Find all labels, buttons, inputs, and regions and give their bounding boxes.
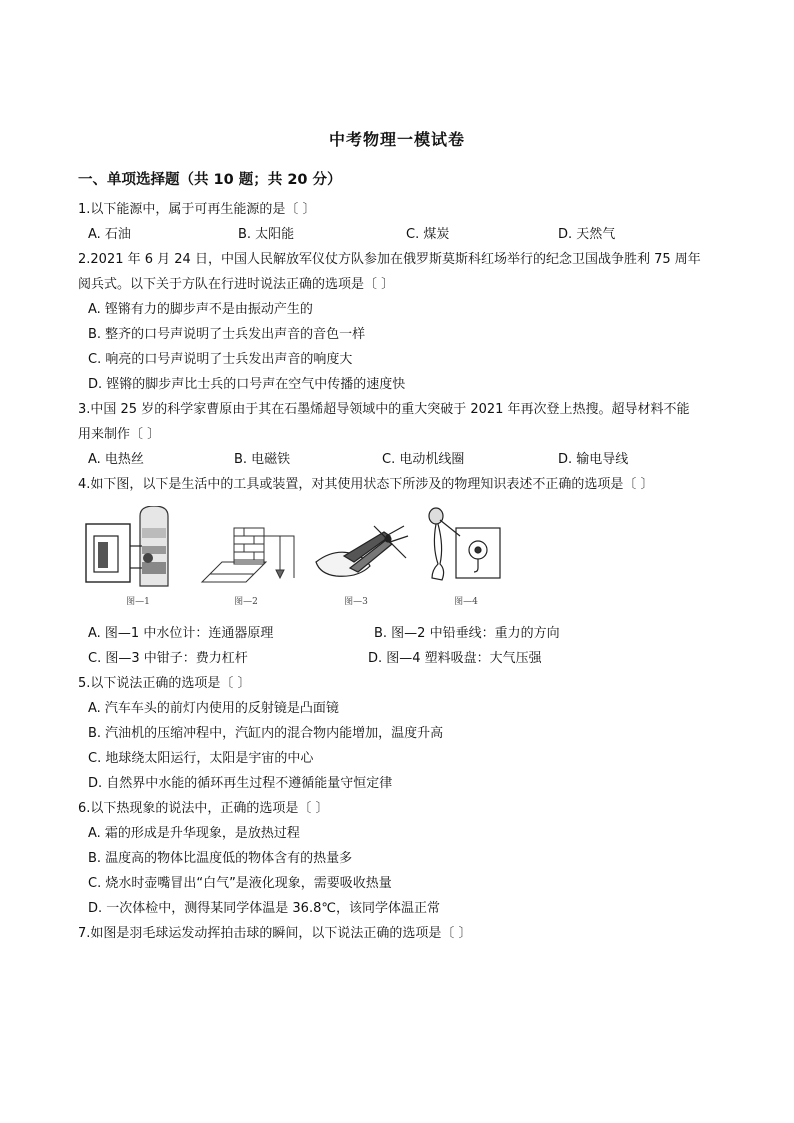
question-2-option-d: D. 铿锵的脚步声比士兵的口号声在空气中传播的速度快	[88, 377, 406, 392]
pliers-drawing	[314, 506, 414, 592]
section-heading: 一、单项选择题（共 10 题；共 20 分）	[78, 172, 342, 188]
plumb-line-drawing	[196, 506, 296, 592]
question-3-option-a: A. 电热丝	[88, 452, 144, 467]
question-6-option-b: B. 温度高的物体比温度低的物体含有的热量多	[88, 851, 353, 866]
question-6-option-a: A. 霜的形成是升华现象，是放热过程	[88, 826, 300, 841]
question-2-stem-line-2: 阅兵式。以下关于方队在行进时说法正确的选项是〔 〕	[78, 277, 395, 292]
question-3-option-c: C. 电动机线圈	[382, 452, 465, 467]
question-3-option-b: B. 电磁铁	[234, 452, 291, 467]
question-5-option-a: A. 汽车车头的前灯内使用的反射镜是凸面镜	[88, 701, 339, 716]
question-5-option-c: C. 地球绕太阳运行，太阳是宇宙的中心	[88, 751, 314, 766]
suction-cup-drawing	[426, 506, 506, 592]
question-5-stem: 5.以下说法正确的选项是〔 〕	[78, 676, 251, 691]
question-4-option-b: B. 图—2 中铅垂线：重力的方向	[374, 626, 560, 641]
question-1-option-a: A. 石油	[88, 227, 131, 242]
page-title: 中考物理一模试卷	[328, 130, 465, 149]
figure-1-caption: 图—1	[126, 597, 150, 607]
question-4-option-c: C. 图—3 中钳子：费力杠杆	[88, 651, 248, 666]
question-1-option-c: C. 煤炭	[406, 227, 450, 242]
question-3-stem-line-2: 用来制作〔 〕	[78, 427, 161, 442]
question-6-option-d: D. 一次体检中，测得某同学体温是 36.8℃，该同学体温正常	[88, 901, 440, 916]
figure-3-caption: 图—3	[344, 597, 368, 607]
question-3-option-d: D. 输电导线	[558, 452, 629, 467]
question-1-option-d: D. 天然气	[558, 227, 616, 242]
question-4-stem: 4.如下图，以下是生活中的工具或装置，对其使用状态下所涉及的物理知识表述不正确的选项是〔 〕	[78, 477, 654, 492]
question-4-figures	[84, 506, 504, 610]
question-5-option-b: B. 汽油机的压缩冲程中，汽缸内的混合物内能增加，温度升高	[88, 726, 444, 741]
question-6-stem: 6.以下热现象的说法中，正确的选项是〔 〕	[78, 801, 329, 816]
question-1-stem: 1.以下能源中，属于可再生能源的是〔 〕	[78, 202, 316, 217]
question-6-option-c: C. 烧水时壶嘴冒出“白气”是液化现象，需要吸收热量	[88, 876, 392, 891]
question-2-option-a: A. 铿锵有力的脚步声不是由振动产生的	[88, 302, 313, 317]
figure-4	[426, 506, 506, 610]
water-heater-drawing	[84, 506, 184, 592]
figure-4-caption: 图—4	[454, 597, 478, 607]
figure-3	[314, 506, 414, 610]
figure-1	[84, 506, 184, 610]
question-2-option-c: C. 响亮的口号声说明了士兵发出声音的响度大	[88, 352, 353, 367]
question-4-option-d: D. 图—4 塑料吸盘：大气压强	[368, 651, 542, 666]
figure-2	[196, 506, 296, 610]
question-2-option-b: B. 整齐的口号声说明了士兵发出声音的音色一样	[88, 327, 366, 342]
question-1-option-b: B. 太阳能	[238, 227, 295, 242]
question-2-stem-line-1: 2.2021 年 6 月 24 日，中国人民解放军仪仗方队参加在俄罗斯莫斯科红场举行的纪念卫国战争胜利 75 周年	[78, 252, 701, 267]
question-5-option-d: D. 自然界中水能的循环再生过程不遵循能量守恒定律	[88, 776, 393, 791]
question-7-stem: 7.如图是羽毛球运发动挥拍击球的瞬间，以下说法正确的选项是〔 〕	[78, 926, 472, 941]
figure-2-caption: 图—2	[234, 597, 258, 607]
question-3-stem-line-1: 3.中国 25 岁的科学家曹原由于其在石墨烯超导领域中的重大突破于 2021 年再次登上热搜。超导材料不能	[78, 402, 690, 417]
question-4-option-a: A. 图—1 中水位计：连通器原理	[88, 626, 274, 641]
